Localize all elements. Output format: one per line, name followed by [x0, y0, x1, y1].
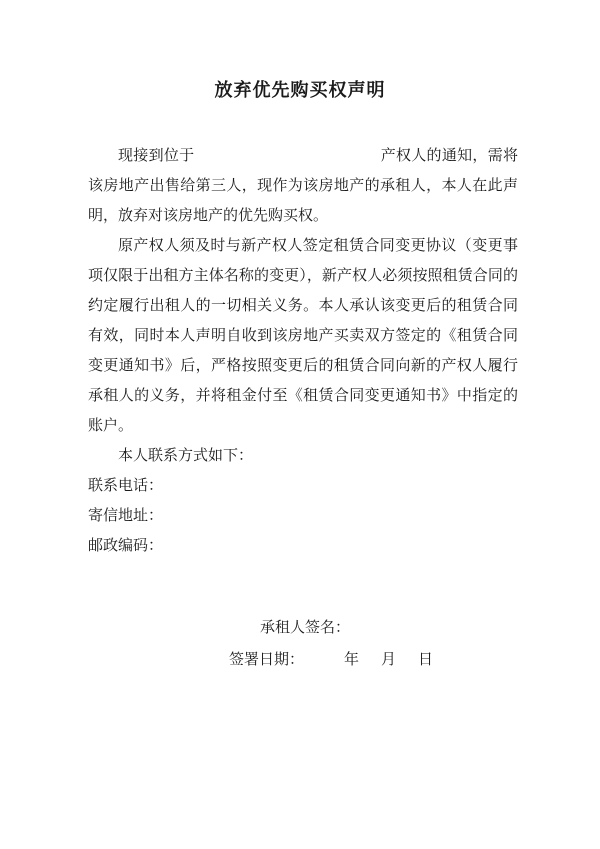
- document-body: [88, 140, 518, 560]
- contact-postcode-label: 邮政编码：: [88, 536, 164, 554]
- contact-heading: 本人联系方式如下：: [118, 446, 254, 464]
- document-title: 放弃优先购买权声明: [214, 80, 386, 101]
- date-year: 年: [344, 650, 360, 668]
- date-label: 签署日期：: [229, 650, 305, 668]
- signature-label: 承租人签名：: [260, 618, 351, 636]
- date-month: 月: [381, 650, 397, 668]
- contact-address-label: 寄信地址：: [88, 506, 164, 524]
- date-day: 日: [418, 650, 434, 668]
- paragraph-1-prefix: 现接到位于: [118, 146, 195, 164]
- date-line: [229, 644, 433, 674]
- paragraph-1: [88, 140, 518, 230]
- paragraph-1-rest: 产权人的通知，需将该房地产出售给第三人，现作为该房地产的承租人，本人在此声明，放弃对该房地产的优先购买权。: [88, 146, 518, 224]
- paragraph-2: 原产权人须及时与新产权人签定租赁合同变更协议（变更事项仅限于出租方主体名称的变更），新产权人必须按照租赁合同的约定履行出租人的一切相关义务。本人承认该变更后的租赁合同有效，同时本人声明自收到该房地产买卖双方签定的《租赁合同变更通知书》后，严格按照变更后的租赁合同向新的产权人履行承租人的义务，并将租金付至《租赁合同变更通知书》中指定的账户。: [88, 236, 518, 434]
- contact-phone-label: 联系电话：: [88, 476, 164, 494]
